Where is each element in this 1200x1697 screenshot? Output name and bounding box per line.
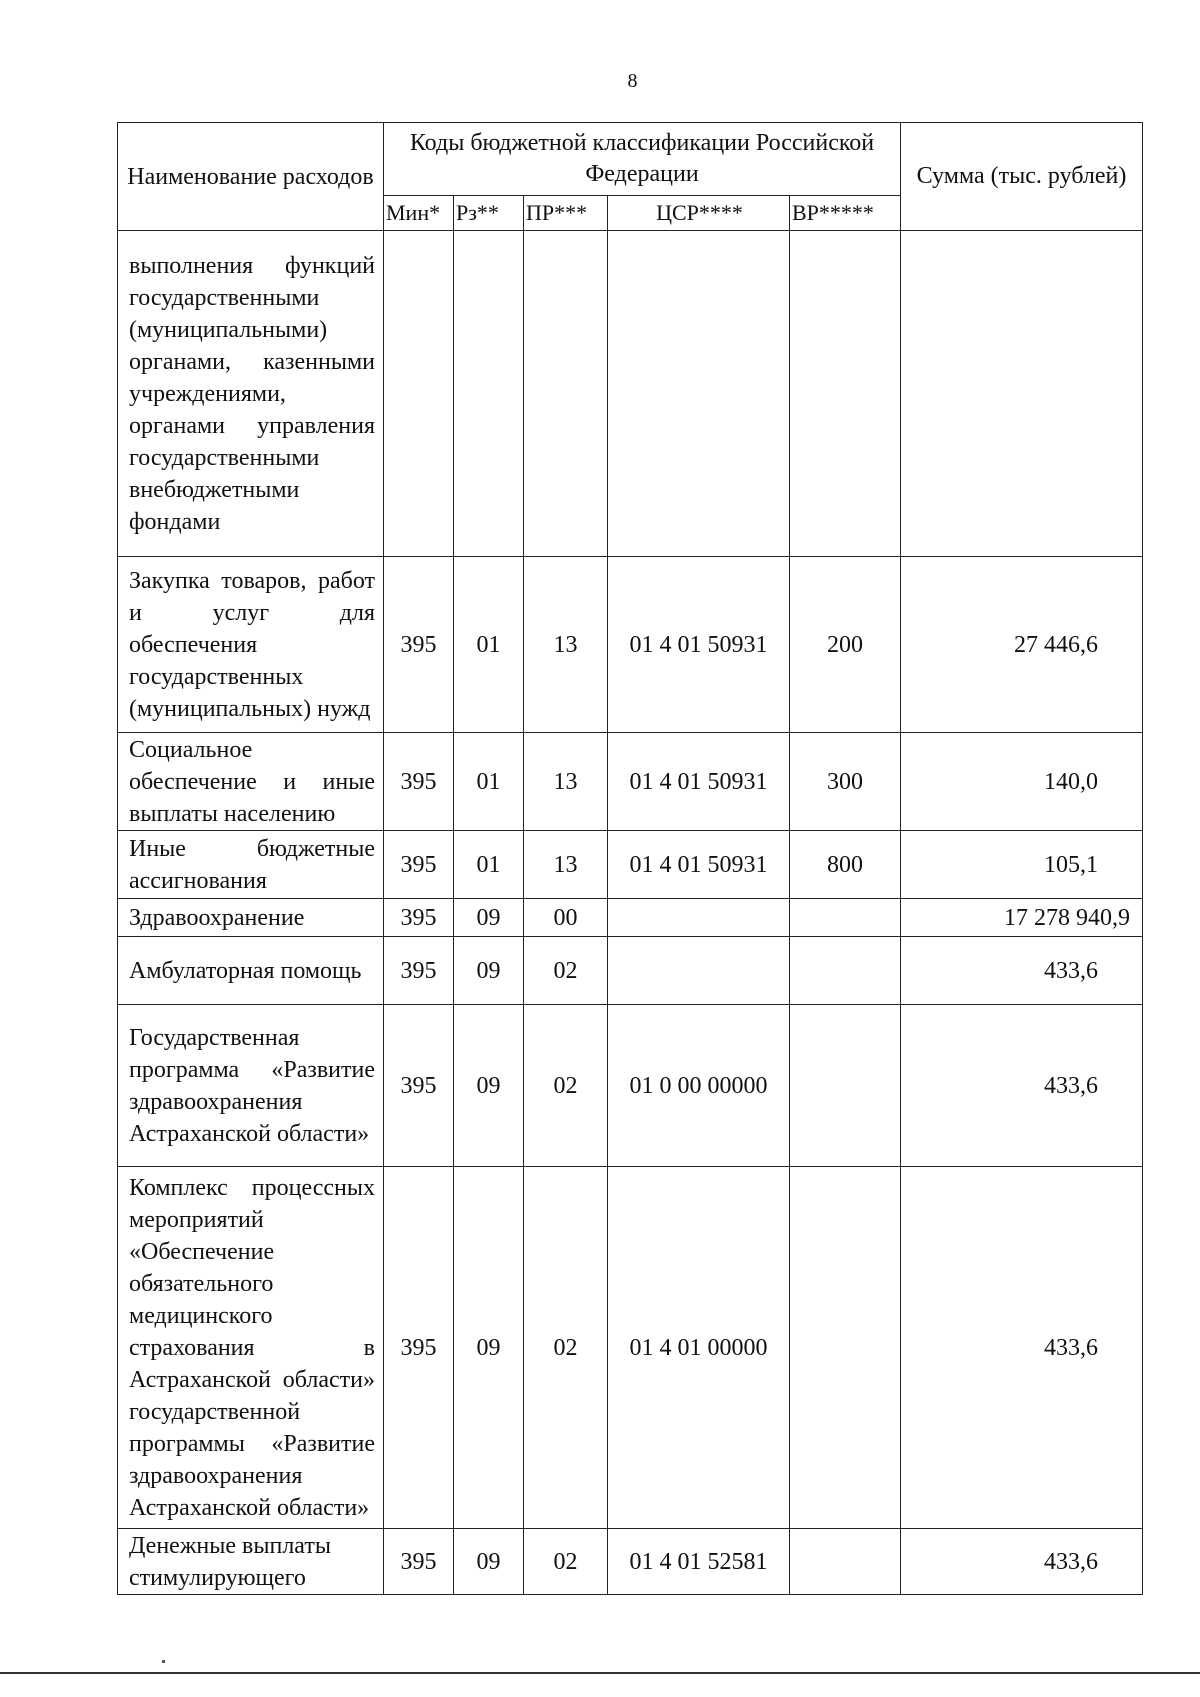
row-rz: 01 [454, 831, 524, 899]
row-pr: 13 [524, 831, 608, 899]
row-min: 395 [384, 557, 454, 733]
scan-speck [162, 1660, 165, 1663]
header-expense-name: Наименование расходов [118, 123, 384, 231]
page-number: 8 [627, 70, 638, 92]
row-pr [524, 231, 608, 557]
row-vr [790, 899, 901, 937]
row-name: Закупка товаров, работ и услуг для обеспечения государственных (муниципальных) нужд [118, 557, 384, 733]
table-row [118, 937, 1143, 1005]
row-vr: 200 [790, 557, 901, 733]
row-rz: 09 [454, 1167, 524, 1529]
row-name: выполнения функций государственными (муниципальными) органами, казенными учреждениями, органами управления государственными внебюджетными фондами [118, 231, 384, 557]
row-min: 395 [384, 1167, 454, 1529]
row-csr [608, 231, 790, 557]
row-min [384, 231, 454, 557]
table-row [118, 733, 1143, 831]
row-pr: 02 [524, 937, 608, 1005]
table-row [118, 899, 1143, 937]
row-vr [790, 231, 901, 557]
row-csr: 01 4 01 50931 [608, 733, 790, 831]
row-name: Иные бюджетные ассигнования [118, 831, 384, 899]
row-sum: 433,6 [901, 937, 1143, 1005]
row-pr: 02 [524, 1167, 608, 1529]
row-name: Денежные выплаты стимулирующего [118, 1529, 384, 1595]
row-name: Комплекс процессных мероприятий «Обеспечение обязательного медицинского страхования в Астраханской области» государственной программы «Развитие здравоохранения Астраханской области» [118, 1167, 384, 1529]
row-min: 395 [384, 733, 454, 831]
table-row [118, 1005, 1143, 1167]
row-name: Здравоохранение [118, 899, 384, 937]
header-budget-codes: Коды бюджетной классификации Российской Федерации [384, 123, 901, 196]
row-rz: 09 [454, 1005, 524, 1167]
row-vr: 800 [790, 831, 901, 899]
row-vr [790, 937, 901, 1005]
row-rz [454, 231, 524, 557]
row-vr: 300 [790, 733, 901, 831]
table-row [118, 831, 1143, 899]
table-row [118, 1167, 1143, 1529]
row-min: 395 [384, 1005, 454, 1167]
row-csr [608, 899, 790, 937]
row-rz: 09 [454, 937, 524, 1005]
header-csr: ЦСР**** [608, 196, 790, 231]
row-min: 395 [384, 1529, 454, 1595]
row-min: 395 [384, 899, 454, 937]
header-rz: Рз** [454, 196, 524, 231]
row-min: 395 [384, 831, 454, 899]
row-sum: 17 278 940,9 [901, 899, 1143, 937]
row-sum: 105,1 [901, 831, 1143, 899]
row-pr: 00 [524, 899, 608, 937]
row-rz: 09 [454, 899, 524, 937]
header-pr: ПР*** [524, 196, 608, 231]
row-pr: 13 [524, 557, 608, 733]
row-csr: 01 4 01 50931 [608, 557, 790, 733]
row-csr: 01 4 01 00000 [608, 1167, 790, 1529]
row-vr [790, 1167, 901, 1529]
row-rz: 01 [454, 557, 524, 733]
row-csr: 01 4 01 50931 [608, 831, 790, 899]
row-pr: 13 [524, 733, 608, 831]
row-sum: 433,6 [901, 1529, 1143, 1595]
row-sum: 140,0 [901, 733, 1143, 831]
row-vr [790, 1005, 901, 1167]
row-rz: 09 [454, 1529, 524, 1595]
row-sum: 433,6 [901, 1167, 1143, 1529]
page-bottom-rule [0, 1672, 1200, 1674]
row-csr: 01 0 00 00000 [608, 1005, 790, 1167]
header-min: Мин* [384, 196, 454, 231]
budget-expenses-table [117, 122, 1143, 1595]
header-vr: ВР***** [790, 196, 901, 231]
row-csr: 01 4 01 52581 [608, 1529, 790, 1595]
row-sum: 27 446,6 [901, 557, 1143, 733]
row-sum [901, 231, 1143, 557]
table-row [118, 557, 1143, 733]
row-csr [608, 937, 790, 1005]
row-name: Государственная программа «Развитие здравоохранения Астраханской области» [118, 1005, 384, 1167]
row-pr: 02 [524, 1529, 608, 1595]
row-rz: 01 [454, 733, 524, 831]
row-sum: 433,6 [901, 1005, 1143, 1167]
table-row [118, 231, 1143, 557]
row-name: Социальное обеспечение и иные выплаты населению [118, 733, 384, 831]
header-sum: Сумма (тыс. рублей) [901, 123, 1143, 231]
row-name: Амбулаторная помощь [118, 937, 384, 1005]
row-min: 395 [384, 937, 454, 1005]
row-vr [790, 1529, 901, 1595]
table-row [118, 1529, 1143, 1595]
row-pr: 02 [524, 1005, 608, 1167]
